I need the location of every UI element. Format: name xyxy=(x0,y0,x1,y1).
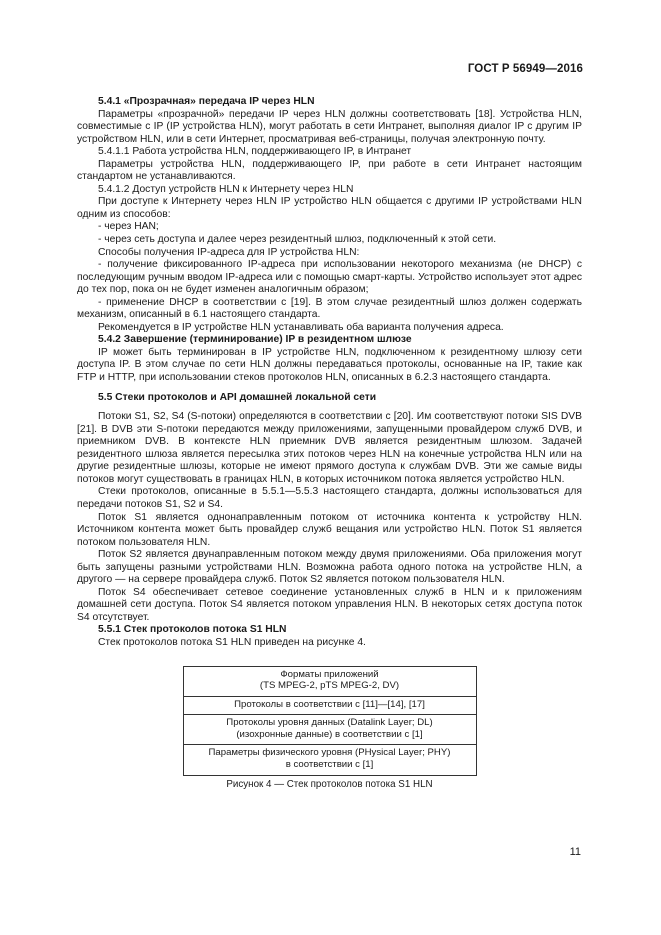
standard-header: ГОСТ Р 56949—2016 xyxy=(467,63,583,75)
stack-layer xyxy=(183,696,476,715)
paragraph: Способы получения IP-адреса для IP устройства HLN: xyxy=(98,246,360,258)
paragraph: Стеки протоколов, описанные в 5.5.1—5.5.3 настоящего стандарта, должны использоваться для передачи потоков S1, S2 и S4. xyxy=(77,486,582,510)
stack-layer-text: Протоколы уровня данных (Datalink Layer; DL) xyxy=(226,717,433,729)
paragraph: Рекомендуется в IP устройстве HLN устанавливать оба варианта получения адреса. xyxy=(98,321,504,333)
paragraph: - получение фиксированного IP-адреса при использовании некоторого механизма (не DHCP) с последующим ручным вводом IP-адреса или с помощью смарт-карты. Устройство использует этот адрес до тех пор, пока он не будет изменен аналогичным образом; xyxy=(77,259,582,296)
protocol-stack-figure xyxy=(183,666,477,776)
paragraph: 5.4.1.2 Доступ устройств HLN к Интернету через HLN xyxy=(98,183,354,195)
paragraph: Стек протоколов потока S1 HLN приведен на рисунке 4. xyxy=(98,636,366,648)
page-number: 11 xyxy=(569,846,581,858)
paragraph: - через сеть доступа и далее через резидентный шлюз, подключенный к этой сети. xyxy=(98,234,497,246)
paragraph: Поток S4 обеспечивает сетевое соединение установленных служб в HLN и к приложениям домашней сети доступа. Поток S4 является потоком управления HLN. В некоторых сетях доступа поток S4 отсутствует. xyxy=(77,586,582,623)
stack-layer-cell xyxy=(183,745,476,775)
stack-layer xyxy=(183,666,476,696)
stack-layer-text: Параметры физического уровня (PHysical Layer; PHY) xyxy=(208,747,451,759)
paragraph: Параметры «прозрачной» передачи IP через HLN должны соответствовать [18]. Устройства HLN, совместимые с IP (IP устройства HLN), могут работать в сети Интранет, выполняя диалог IP с другим IP устройством HLN, или в сети Интернет, просматривая веб-страницы, получая электронную почту. xyxy=(77,108,582,145)
section-heading: 5.4.2 Завершение (терминирование) IP в резидентном шлюзе xyxy=(98,334,412,346)
document-body xyxy=(77,96,582,791)
section-heading: 5.4.1 «Прозрачная» передача IP через HLN xyxy=(98,96,315,107)
paragraph: Потоки S1, S2, S4 (S-потоки) определяются в соответствии с [20]. Им соответствуют потоки SIS DVB [21]. В DVB эти S-потоки передаются между приложениями, запущенными провайдером служб DVB, и приемником DVB. В контексте HLN приемник DVB является резидентным шлюзом. Задачей резидентного шлюза является пересылка этих потоков через HLN на конечные устройства HLN или на другие резидентные шлюзы, которые не имеют прямого доступа к службам DVB. Эти же самые виды потоков могут существовать в границах HLN, в которых источником потока является устройство HLN. xyxy=(77,411,582,485)
section-heading: 5.5.1 Стек протоколов потока S1 HLN xyxy=(98,624,287,636)
paragraph: Поток S1 является однонаправленным потоком от источника контента к устройству HLN. Источником контента может быть провайдер служб вещания или устройство HLN. Поток S1 является потоком пользователя HLN. xyxy=(77,511,582,548)
paragraph: Поток S2 является двунаправленным потоком между двумя приложениями. Оба приложения могут быть запущены разными устройствами HLN. Возможна работа одного потока на устройстве HLN, а другого — на сервере провайдера служб. Поток S2 является потоком пользователя HLN. xyxy=(77,549,582,586)
paragraph: IP может быть терминирован в IP устройстве HLN, подключенном к резидентному шлюзу сети доступа IP. В этом случае по сети HLN должны передаваться протоколы, основанные на IP, такие как FTP и HTTP, при использовании стеков протоколов HLN, описанных в 6.2.3 настоящего стандарта. xyxy=(77,346,582,384)
stack-layer-text: Протоколы в соответствии с [11]—[14], [17] xyxy=(234,698,425,710)
paragraph: При доступе к Интернету через HLN IP устройство HLN общается с другими IP устройствами HLN одним из способов: xyxy=(77,196,582,220)
figure-caption: Рисунок 4 — Стек протоколов потока S1 HLN xyxy=(226,778,433,790)
paragraph: - через HAN; xyxy=(98,221,159,233)
paragraph: 5.4.1.1 Работа устройства HLN, поддерживающего IP, в Интранет xyxy=(98,146,412,158)
paragraph: - применение DHCP в соответствии с [19]. В этом случае резидентный шлюз должен содержать механизм, описанный в 6.1 настоящего стандарта. xyxy=(77,296,582,321)
stack-layer-text: Форматы приложений xyxy=(280,668,379,680)
section-gap xyxy=(77,385,582,392)
stack-layer xyxy=(183,715,476,745)
paragraph: Параметры устройства HLN, поддерживающего IP, при работе в сети Интранет настоящим стандартом не устанавливаются. xyxy=(77,158,582,183)
stack-layer-text: (изохронные данные) в соответствии с [1] xyxy=(236,728,423,740)
section-gap xyxy=(77,404,582,411)
stack-layer-cell xyxy=(183,715,476,745)
stack-layer-text: (TS MPEG-2, pTS MPEG-2, DV) xyxy=(259,680,400,692)
stack-layer xyxy=(183,745,476,775)
stack-layer-cell xyxy=(183,666,476,696)
stack-layer-cell xyxy=(183,696,476,715)
stack-layer-text: в соответствии с [1] xyxy=(285,759,374,771)
section-heading: 5.5 Стеки протоколов и API домашней локальной сети xyxy=(98,391,377,403)
